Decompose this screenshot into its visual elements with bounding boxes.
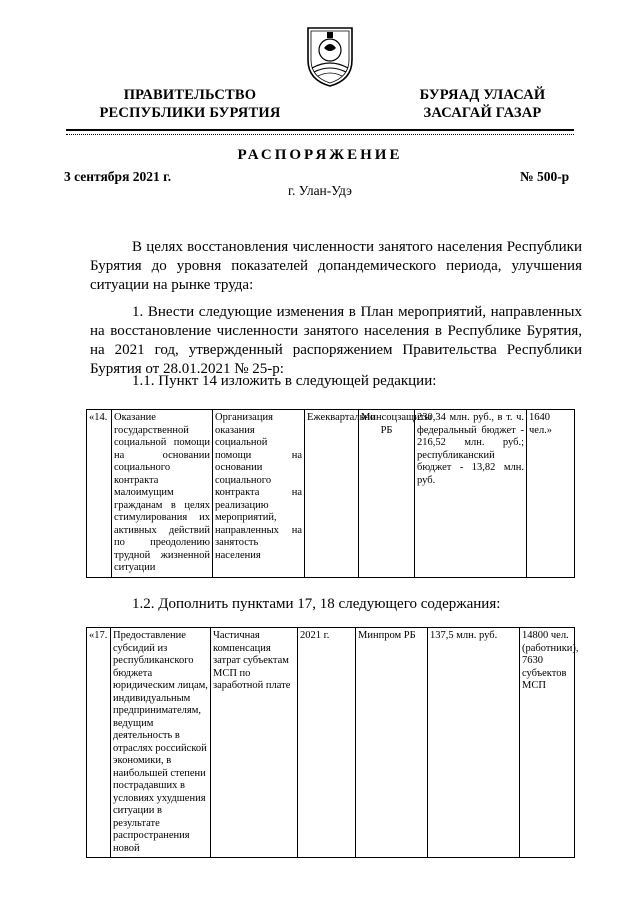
cell-result: 1640 чел.» (527, 410, 575, 578)
cell-responsible: Минсоцзащиты РБ (359, 410, 415, 578)
header-rule (66, 129, 574, 131)
cell-measure: Предоставление субсидий из республиканского бюджета юридическим лицам, индивидуальным предпринимателям, ведущим деятельность в отраслях российской экономики, в наибольшей степени пострадавших в условиях ухудшения ситуации в результате распространения новой (111, 628, 211, 858)
issuer-line-2: РЕСПУБЛИКИ БУРЯТИЯ (99, 105, 281, 121)
emblem-icon (300, 22, 360, 88)
paragraph-item-1: 1. Внести следующие изменения в План мероприятий, направленных на восстановление численности занятого населения в Республике Бурятия, на 2021 год, утвержденный распоряжением Правительства Республики Бурятия от 28.01.2021 № 25-р: (90, 304, 582, 377)
cell-content: Частичная компенсация затрат субъектам МСП по заработной плате (211, 628, 298, 858)
table-row (87, 628, 575, 858)
document-date: 3 сентября 2021 г. (64, 169, 172, 184)
document-number: № 500-р (520, 169, 570, 184)
table-row (87, 410, 575, 578)
paragraph-item-1-2: 1.2. Дополнить пунктами 17, 18 следующего содержания: (132, 596, 501, 612)
cell-content: Организация оказания социальной помощи на основании социального контракта на реализацию мероприятий, направленных на занятость населения (213, 410, 305, 578)
paragraph-preamble: В целях восстановления численности занятого населения Республики Бурятия до уровня показателей допандемического периода, улучшения ситуации на рынке труда: (90, 239, 582, 293)
document-city: г. Улан-Удэ (288, 183, 352, 198)
cell-funding: 230,34 млн. руб., в т. ч. федеральный бюджет - 216,52 млн. руб.; республиканский бюджет - 13,82 млн. руб. (415, 410, 527, 578)
cell-period: 2021 г. (298, 628, 356, 858)
cell-result: 14800 чел. (работники), 7630 субъектов МСП (520, 628, 575, 858)
issuer-name-bua (395, 86, 570, 122)
cell-number: «17. (87, 628, 111, 858)
table-item-17 (86, 627, 579, 858)
issuer-name-ru (80, 86, 300, 122)
document-title: РАСПОРЯЖЕНИЕ (237, 147, 403, 163)
issuer-line-1: ПРАВИТЕЛЬСТВО (123, 87, 257, 103)
cell-number: «14. (87, 410, 112, 578)
cell-funding: 137,5 млн. руб. (428, 628, 520, 858)
cell-period: Ежеквартально (305, 410, 359, 578)
cell-measure: Оказание государственной социальной помощи на основании социального контракта малоимущим гражданам в целях стимулирования их активных действий по преодолению трудной жизненной ситуации (112, 410, 213, 578)
cell-responsible: Минпром РБ (356, 628, 428, 858)
issuer-line-2-bua: ЗАСАГАЙ ГАЗАР (423, 105, 542, 121)
paragraph-item-1-1: 1.1. Пункт 14 изложить в следующей редакции: (132, 373, 437, 389)
table-item-14 (86, 409, 575, 578)
issuer-line-1-bua: БУРЯАД УЛАСАЙ (419, 87, 546, 103)
header-dotted-rule (66, 134, 574, 135)
